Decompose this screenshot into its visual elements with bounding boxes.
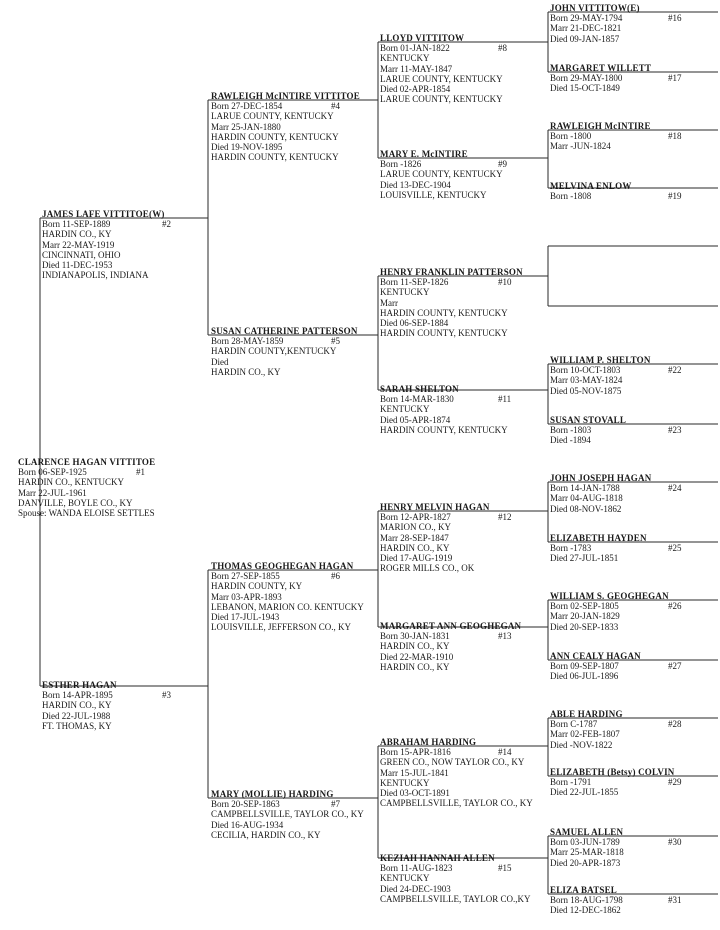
person-name: MARY (MOLLIE) HARDING xyxy=(211,789,334,799)
person-detail: Died 16-AUG-1934 xyxy=(211,819,284,830)
person-name: JOHN JOSEPH HAGAN xyxy=(550,473,652,483)
person-detail: Born 10-OCT-1803 xyxy=(550,365,621,376)
person-detail: HARDIN CO., KY xyxy=(211,366,281,377)
person-detail: Died 12-DEC-1862 xyxy=(550,905,621,916)
person-card-7 xyxy=(211,789,364,840)
person-card-27 xyxy=(550,651,682,682)
person-card-4 xyxy=(211,91,360,162)
person-detail: Died 27-JUL-1851 xyxy=(550,553,619,564)
person-detail: CAMPBELLSVILLE, TAYLOR CO.,KY xyxy=(380,893,531,904)
person-number: #13 xyxy=(498,631,512,641)
person-detail: Died -1894 xyxy=(550,435,591,446)
person-name: SARAH SHELTON xyxy=(380,384,459,394)
person-name: ANN CEALY HAGAN xyxy=(550,651,641,661)
person-detail: Born 29-MAY-1800 xyxy=(550,73,623,84)
person-detail: HARDIN COUNTY, KY xyxy=(211,581,303,592)
person-name: ELIZABETH (Betsy) COLVIN xyxy=(550,767,675,777)
person-name: RAWLEIGH McINTIRE xyxy=(550,121,651,131)
person-number: #3 xyxy=(162,690,171,700)
person-card-13 xyxy=(380,621,521,672)
person-detail: HARDIN CO., KY xyxy=(380,661,450,672)
person-detail: HARDIN CO., KENTUCKY xyxy=(18,477,124,488)
person-detail: Born 20-SEP-1863 xyxy=(211,799,280,810)
person-detail: Died 05-NOV-1875 xyxy=(550,385,622,396)
person-detail: Born 18-AUG-1798 xyxy=(550,895,623,906)
person-detail: Marr 21-DEC-1821 xyxy=(550,23,622,34)
person-detail: Died 06-SEP-1884 xyxy=(380,318,449,329)
person-detail: Born 06-SEP-1925 xyxy=(18,467,87,478)
person-detail: Born 11-AUG-1823 xyxy=(380,863,453,874)
person-detail: HARDIN CO., KY xyxy=(42,229,112,240)
person-name: THOMAS GEOGHEGAN HAGAN xyxy=(211,561,354,571)
person-detail: Born 01-JAN-1822 xyxy=(380,43,450,54)
person-number: #22 xyxy=(668,365,682,375)
person-number: #28 xyxy=(668,719,682,729)
person-detail: Marr xyxy=(380,297,398,308)
person-number: #2 xyxy=(162,219,171,229)
person-detail: Died 19-NOV-1895 xyxy=(211,142,283,153)
person-name: WILLIAM P. SHELTON xyxy=(550,355,651,365)
person-card-23 xyxy=(550,415,682,446)
person-card-24 xyxy=(550,473,682,514)
person-detail: Marr -JUN-1824 xyxy=(550,141,611,152)
person-card-19 xyxy=(550,181,682,202)
person-detail: Died -NOV-1822 xyxy=(550,739,613,750)
person-detail: HARDIN COUNTY, KENTUCKY xyxy=(380,328,508,339)
person-detail: Marr 15-JUL-1841 xyxy=(380,767,449,778)
person-number: #10 xyxy=(498,277,512,287)
person-detail: KENTUCKY xyxy=(380,873,430,884)
person-detail: FT. THOMAS, KY xyxy=(42,720,112,731)
person-detail: Died 09-JAN-1857 xyxy=(550,33,620,44)
person-detail: Born 28-MAY-1859 xyxy=(211,336,284,347)
person-detail: Died 13-DEC-1904 xyxy=(380,179,451,190)
person-detail: HARDIN COUNTY, KENTUCKY xyxy=(380,307,508,318)
person-detail: Died 22-JUL-1988 xyxy=(42,710,111,721)
person-detail: Born 29-MAY-1794 xyxy=(550,13,623,24)
person-card-18 xyxy=(550,121,682,152)
person-name: LLOYD VITTITOW xyxy=(380,33,465,43)
person-detail: Died 20-SEP-1833 xyxy=(550,621,619,632)
person-name: RAWLEIGH McINTIRE VITTITOE xyxy=(211,91,360,101)
person-number: #9 xyxy=(498,159,507,169)
person-name: MARGARET ANN GEOGHEGAN xyxy=(380,621,522,631)
person-detail: MARION CO., KY xyxy=(380,522,452,533)
person-detail: Marr 20-JAN-1829 xyxy=(550,611,620,622)
person-detail: CINCINNATI, OHIO xyxy=(42,249,121,260)
person-detail: Marr 22-JUL-1961 xyxy=(18,487,87,498)
person-card-29 xyxy=(550,767,682,798)
person-detail: Born 12-APR-1827 xyxy=(380,512,451,523)
person-detail: LARUE COUNTY, KENTUCKY xyxy=(380,73,503,84)
person-card-2 xyxy=(42,209,171,281)
person-name: MARY E. McINTIRE xyxy=(380,149,468,159)
person-name: ELIZABETH HAYDEN xyxy=(550,533,647,543)
person-detail: Died 20-APR-1873 xyxy=(550,857,621,868)
person-number: #17 xyxy=(668,73,682,83)
person-detail: Born C-1787 xyxy=(550,719,598,730)
person-name: JOHN VITTITOW(E) xyxy=(550,3,640,13)
person-number: #11 xyxy=(498,394,512,404)
person-card-25 xyxy=(550,533,682,564)
person-number: #19 xyxy=(668,191,682,201)
person-name: KEZIAH HANNAH ALLEN xyxy=(380,853,495,863)
person-detail: Born 14-JAN-1788 xyxy=(550,483,620,494)
person-card-5 xyxy=(211,326,358,377)
person-number: #7 xyxy=(331,799,340,809)
person-card-14 xyxy=(380,737,533,808)
person-number: #18 xyxy=(668,131,682,141)
person-detail: HARDIN CO., KY xyxy=(380,641,450,652)
person-detail: Marr 25-MAR-1818 xyxy=(550,847,624,858)
person-number: #31 xyxy=(668,895,682,905)
person-detail: HARDIN COUNTY,KENTUCKY xyxy=(211,346,337,357)
person-card-8 xyxy=(380,33,507,105)
person-card-9 xyxy=(380,149,507,200)
person-name: ABRAHAM HARDING xyxy=(380,737,477,747)
person-number: #23 xyxy=(668,425,682,435)
person-detail: LARUE COUNTY, KENTUCKY xyxy=(380,169,503,180)
person-name: JAMES LAFE VITTITOE(W) xyxy=(42,209,165,219)
person-detail: HARDIN COUNTY, KENTUCKY xyxy=(211,131,339,142)
person-detail: Died 02-APR-1854 xyxy=(380,84,451,95)
person-detail: Died 08-NOV-1862 xyxy=(550,503,622,514)
person-detail: KENTUCKY xyxy=(380,404,430,415)
person-name: SAMUEL ALLEN xyxy=(550,827,624,837)
person-number: #30 xyxy=(668,837,682,847)
person-detail: DANVILLE, BOYLE CO., KY xyxy=(18,497,133,508)
person-detail: Died 05-APR-1874 xyxy=(380,414,451,425)
person-card-12 xyxy=(380,502,512,574)
person-detail: Marr 03-APR-1893 xyxy=(211,591,282,602)
person-detail: Marr 28-SEP-1847 xyxy=(380,532,449,543)
person-card-16 xyxy=(550,3,682,44)
person-number: #12 xyxy=(498,512,512,522)
person-detail: Born 27-SEP-1855 xyxy=(211,571,280,582)
person-card-26 xyxy=(550,591,682,632)
person-detail: CECILIA, HARDIN CO., KY xyxy=(211,829,321,840)
person-card-10 xyxy=(380,267,523,338)
person-detail: Born -1803 xyxy=(550,425,592,436)
person-detail: Spouse: WANDA ELOISE SETTLES xyxy=(18,508,155,519)
person-detail: Born 14-APR-1895 xyxy=(42,690,113,701)
person-number: #15 xyxy=(498,863,512,873)
person-detail: Marr 02-FEB-1807 xyxy=(550,729,620,740)
person-detail: Died 17-AUG-1919 xyxy=(380,553,453,564)
person-number: #8 xyxy=(498,43,507,53)
person-card-17 xyxy=(550,63,682,94)
person-number: #24 xyxy=(668,483,682,493)
person-detail: Born 15-APR-1816 xyxy=(380,747,451,758)
person-card-6 xyxy=(211,561,364,632)
person-detail: Born 30-JAN-1831 xyxy=(380,631,450,642)
person-detail: GREEN CO., NOW TAYLOR CO., KY xyxy=(380,757,525,768)
person-card-3 xyxy=(42,680,171,731)
person-detail: Born -1808 xyxy=(550,191,592,202)
person-number: #16 xyxy=(668,13,682,23)
person-detail: ROGER MILLS CO., OK xyxy=(380,563,475,574)
person-detail: KENTUCKY xyxy=(380,53,430,64)
person-number: #29 xyxy=(668,777,682,787)
person-number: #4 xyxy=(331,101,340,111)
person-card-1 xyxy=(18,457,155,518)
person-number: #14 xyxy=(498,747,512,757)
person-card-11 xyxy=(380,384,512,435)
person-name: SUSAN STOVALL xyxy=(550,415,627,425)
person-detail: Born -1791 xyxy=(550,777,592,788)
person-detail: Marr 11-MAY-1847 xyxy=(380,63,453,74)
person-detail: INDIANAPOLIS, INDIANA xyxy=(42,270,149,281)
person-detail: Born 02-SEP-1805 xyxy=(550,601,619,612)
person-card-22 xyxy=(550,355,682,396)
person-detail: CAMPBELLSVILLE, TAYLOR CO., KY xyxy=(211,809,364,820)
person-card-31 xyxy=(550,885,682,916)
person-detail: KENTUCKY xyxy=(380,777,430,788)
person-name: MARGARET WILLETT xyxy=(550,63,652,73)
person-name: WILLIAM S. GEOGHEGAN xyxy=(550,591,669,601)
person-detail: Died 06-JUL-1896 xyxy=(550,671,619,682)
person-detail: Died 03-OCT-1891 xyxy=(380,788,450,799)
person-detail: KENTUCKY xyxy=(380,287,430,298)
person-detail: Died 22-JUL-1855 xyxy=(550,787,619,798)
person-detail: Died 11-DEC-1953 xyxy=(42,260,113,271)
person-name: ESTHER HAGAN xyxy=(42,680,117,690)
person-detail: LARUE COUNTY, KENTUCKY xyxy=(380,94,503,105)
person-name: SUSAN CATHERINE PATTERSON xyxy=(211,326,358,336)
person-number: #6 xyxy=(331,571,340,581)
person-detail: Marr 25-JAN-1880 xyxy=(211,121,281,132)
person-name: MELVINA ENLOW xyxy=(550,181,632,191)
person-detail: HARDIN CO., KY xyxy=(42,700,112,711)
person-detail: HARDIN COUNTY, KENTUCKY xyxy=(211,152,339,163)
person-detail: Died 17-JUL-1943 xyxy=(211,612,280,623)
person-name: HENRY FRANKLIN PATTERSON xyxy=(380,267,523,277)
person-detail: Died xyxy=(211,356,229,367)
person-detail: Died 22-MAR-1910 xyxy=(380,651,454,662)
person-detail: CAMPBELLSVILLE, TAYLOR CO., KY xyxy=(380,798,533,809)
person-number: #5 xyxy=(331,336,340,346)
person-detail: LEBANON, MARION CO. KENTUCKY xyxy=(211,601,364,612)
person-detail: HARDIN CO., KY xyxy=(380,542,450,553)
person-number: #25 xyxy=(668,543,682,553)
person-name: CLARENCE HAGAN VITTITOE xyxy=(18,457,156,467)
person-detail: Born -1783 xyxy=(550,543,592,554)
person-detail: Born 03-JUN-1789 xyxy=(550,837,620,848)
person-detail: LOUISVILLE, JEFFERSON CO., KY xyxy=(211,622,352,633)
person-name: HENRY MELVIN HAGAN xyxy=(380,502,490,512)
person-detail: Marr 03-MAY-1824 xyxy=(550,375,623,386)
person-detail: Marr 04-AUG-1818 xyxy=(550,493,623,504)
person-detail: Died 15-OCT-1849 xyxy=(550,83,620,94)
person-detail: Born 27-DEC-1854 xyxy=(211,101,283,112)
person-card-15 xyxy=(380,853,531,904)
person-detail: LOUISVILLE, KENTUCKY xyxy=(380,189,487,200)
person-detail: Died 24-DEC-1903 xyxy=(380,883,451,894)
person-card-28 xyxy=(550,709,682,750)
person-detail: HARDIN COUNTY, KENTUCKY xyxy=(380,424,508,435)
person-detail: Marr 22-MAY-1919 xyxy=(42,239,115,250)
person-detail: Born 09-SEP-1807 xyxy=(550,661,619,672)
person-number: #26 xyxy=(668,601,682,611)
person-card-30 xyxy=(550,827,682,868)
person-detail: LARUE COUNTY, KENTUCKY xyxy=(211,111,334,122)
person-name: ELIZA BATSEL xyxy=(550,885,618,895)
person-detail: Born 11-SEP-1826 xyxy=(380,277,449,288)
person-name: ABLE HARDING xyxy=(550,709,623,719)
person-number: #27 xyxy=(668,661,682,671)
person-number: #1 xyxy=(136,467,145,477)
person-detail: Born 11-SEP-1889 xyxy=(42,219,111,230)
person-detail: Born -1826 xyxy=(380,159,422,170)
person-detail: Born 14-MAR-1830 xyxy=(380,394,454,405)
person-detail: Born -1800 xyxy=(550,131,592,142)
